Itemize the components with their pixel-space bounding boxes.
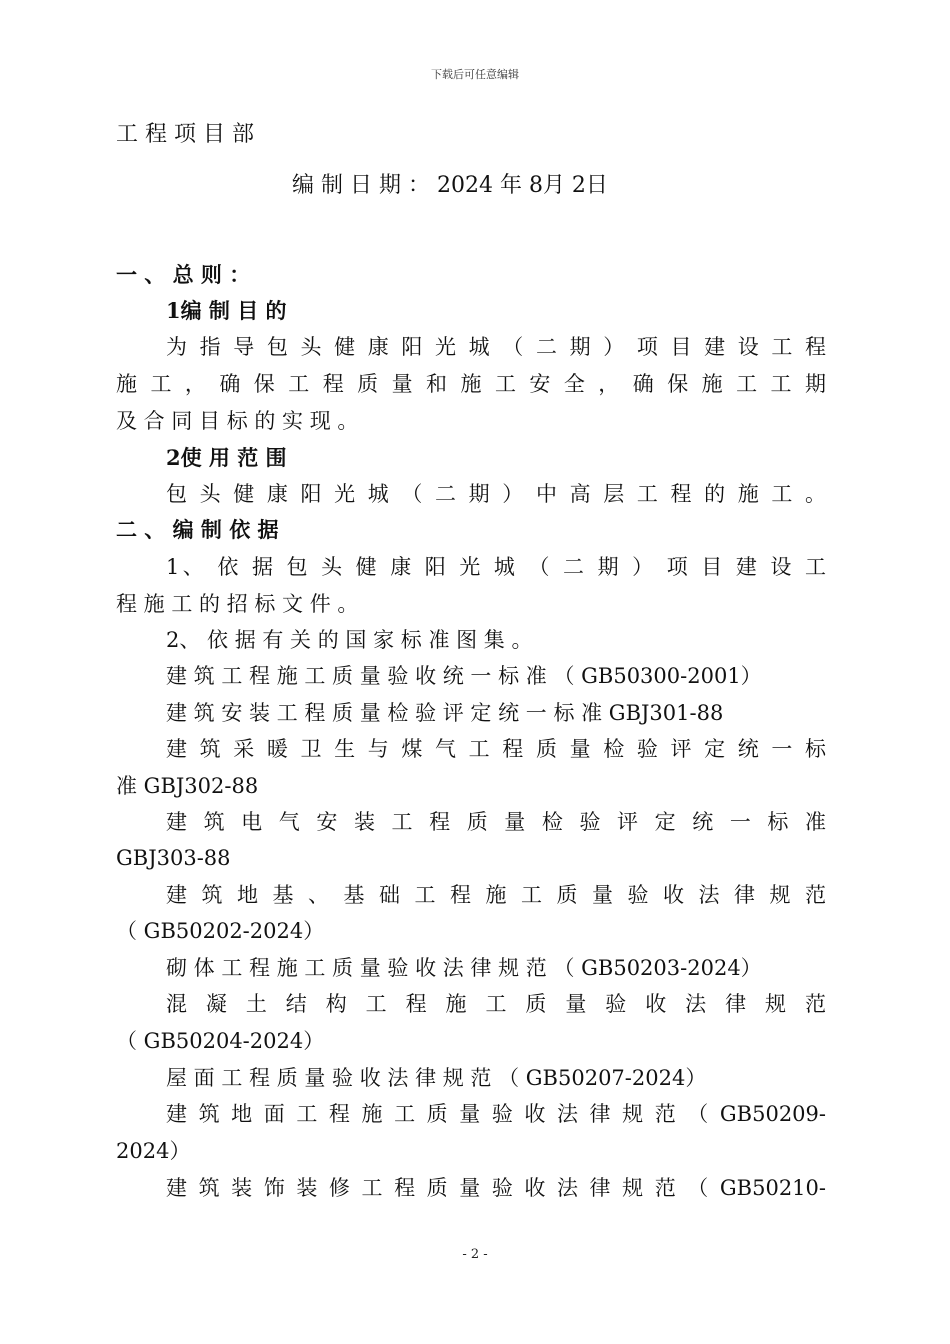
standard-item-cont: 2024） bbox=[116, 1139, 191, 1163]
standard-item: 建 筑 工 程 施 工 质 量 验 收 统 一 标 准 （ GB50300-2001） bbox=[166, 664, 762, 688]
standard-item: 建 筑 电 气 安 装 工 程 质 量 检 验 评 定 统 一 标 准 bbox=[166, 810, 826, 834]
section-1-2-title: 2使 用 范 围 bbox=[166, 445, 287, 470]
paragraph-line: 及 合 同 目 标 的 实 现 。 bbox=[116, 409, 359, 433]
standard-item: 建 筑 安 装 工 程 质 量 检 验 评 定 统 一 标 准 GBJ301-88 bbox=[166, 701, 724, 725]
paragraph-line: 为 指 导 包 头 健 康 阳 光 城 （ 二 期 ） 项 目 建 设 工 程 bbox=[166, 335, 826, 359]
date-line: 编 制 日 期 ： 2024 年 8月 2日 bbox=[292, 173, 608, 198]
standard-item-cont: 准 GBJ302-88 bbox=[116, 774, 259, 798]
standard-item: 建 筑 地 基 、 基 础 工 程 施 工 质 量 验 收 法 律 规 范 bbox=[166, 883, 826, 907]
paragraph-line: 1、 依 据 包 头 健 康 阳 光 城 （ 二 期 ） 项 目 建 设 工 bbox=[166, 555, 826, 579]
standard-item-cont: （ GB50202-2024） bbox=[116, 919, 325, 943]
paragraph-line: 2、 依 据 有 关 的 国 家 标 准 图 集 。 bbox=[166, 628, 533, 652]
paragraph-line: 程 施 工 的 招 标 文 件 。 bbox=[116, 592, 359, 616]
section-1-title: 一 、 总 则 ： bbox=[116, 262, 251, 287]
standard-item: 屋 面 工 程 质 量 验 收 法 律 规 范 （ GB50207-2024） bbox=[166, 1066, 707, 1090]
standard-item: 砌 体 工 程 施 工 质 量 验 收 法 律 规 范 （ GB50203-2024） bbox=[166, 956, 762, 980]
page-header-note: 下载后可任意编辑 bbox=[431, 68, 519, 81]
standard-item: 建 筑 装 饰 装 修 工 程 质 量 验 收 法 律 规 范 （ GB50210- bbox=[166, 1176, 826, 1200]
standard-item: 混 凝 土 结 构 工 程 施 工 质 量 验 收 法 律 规 范 bbox=[166, 992, 826, 1016]
page-number: - 2 - bbox=[462, 1247, 488, 1262]
section-2-title: 二 、 编 制 依 据 bbox=[116, 517, 279, 542]
standard-item: 建 筑 采 暖 卫 生 与 煤 气 工 程 质 量 检 验 评 定 统 一 标 bbox=[166, 737, 826, 761]
standard-item-cont: （ GB50204-2024） bbox=[116, 1029, 325, 1053]
department-title: 工 程 项 目 部 bbox=[116, 122, 254, 147]
standard-item: 建 筑 地 面 工 程 施 工 质 量 验 收 法 律 规 范 （ GB50209- bbox=[166, 1102, 826, 1126]
section-1-1-title: 1编 制 目 的 bbox=[166, 298, 287, 323]
standard-item-cont: GBJ303-88 bbox=[116, 846, 231, 870]
paragraph-line: 包 头 健 康 阳 光 城 （ 二 期 ） 中 高 层 工 程 的 施 工 。 bbox=[166, 482, 826, 506]
paragraph-line: 施 工 ， 确 保 工 程 质 量 和 施 工 安 全 ， 确 保 施 工 工 期 bbox=[116, 372, 826, 396]
